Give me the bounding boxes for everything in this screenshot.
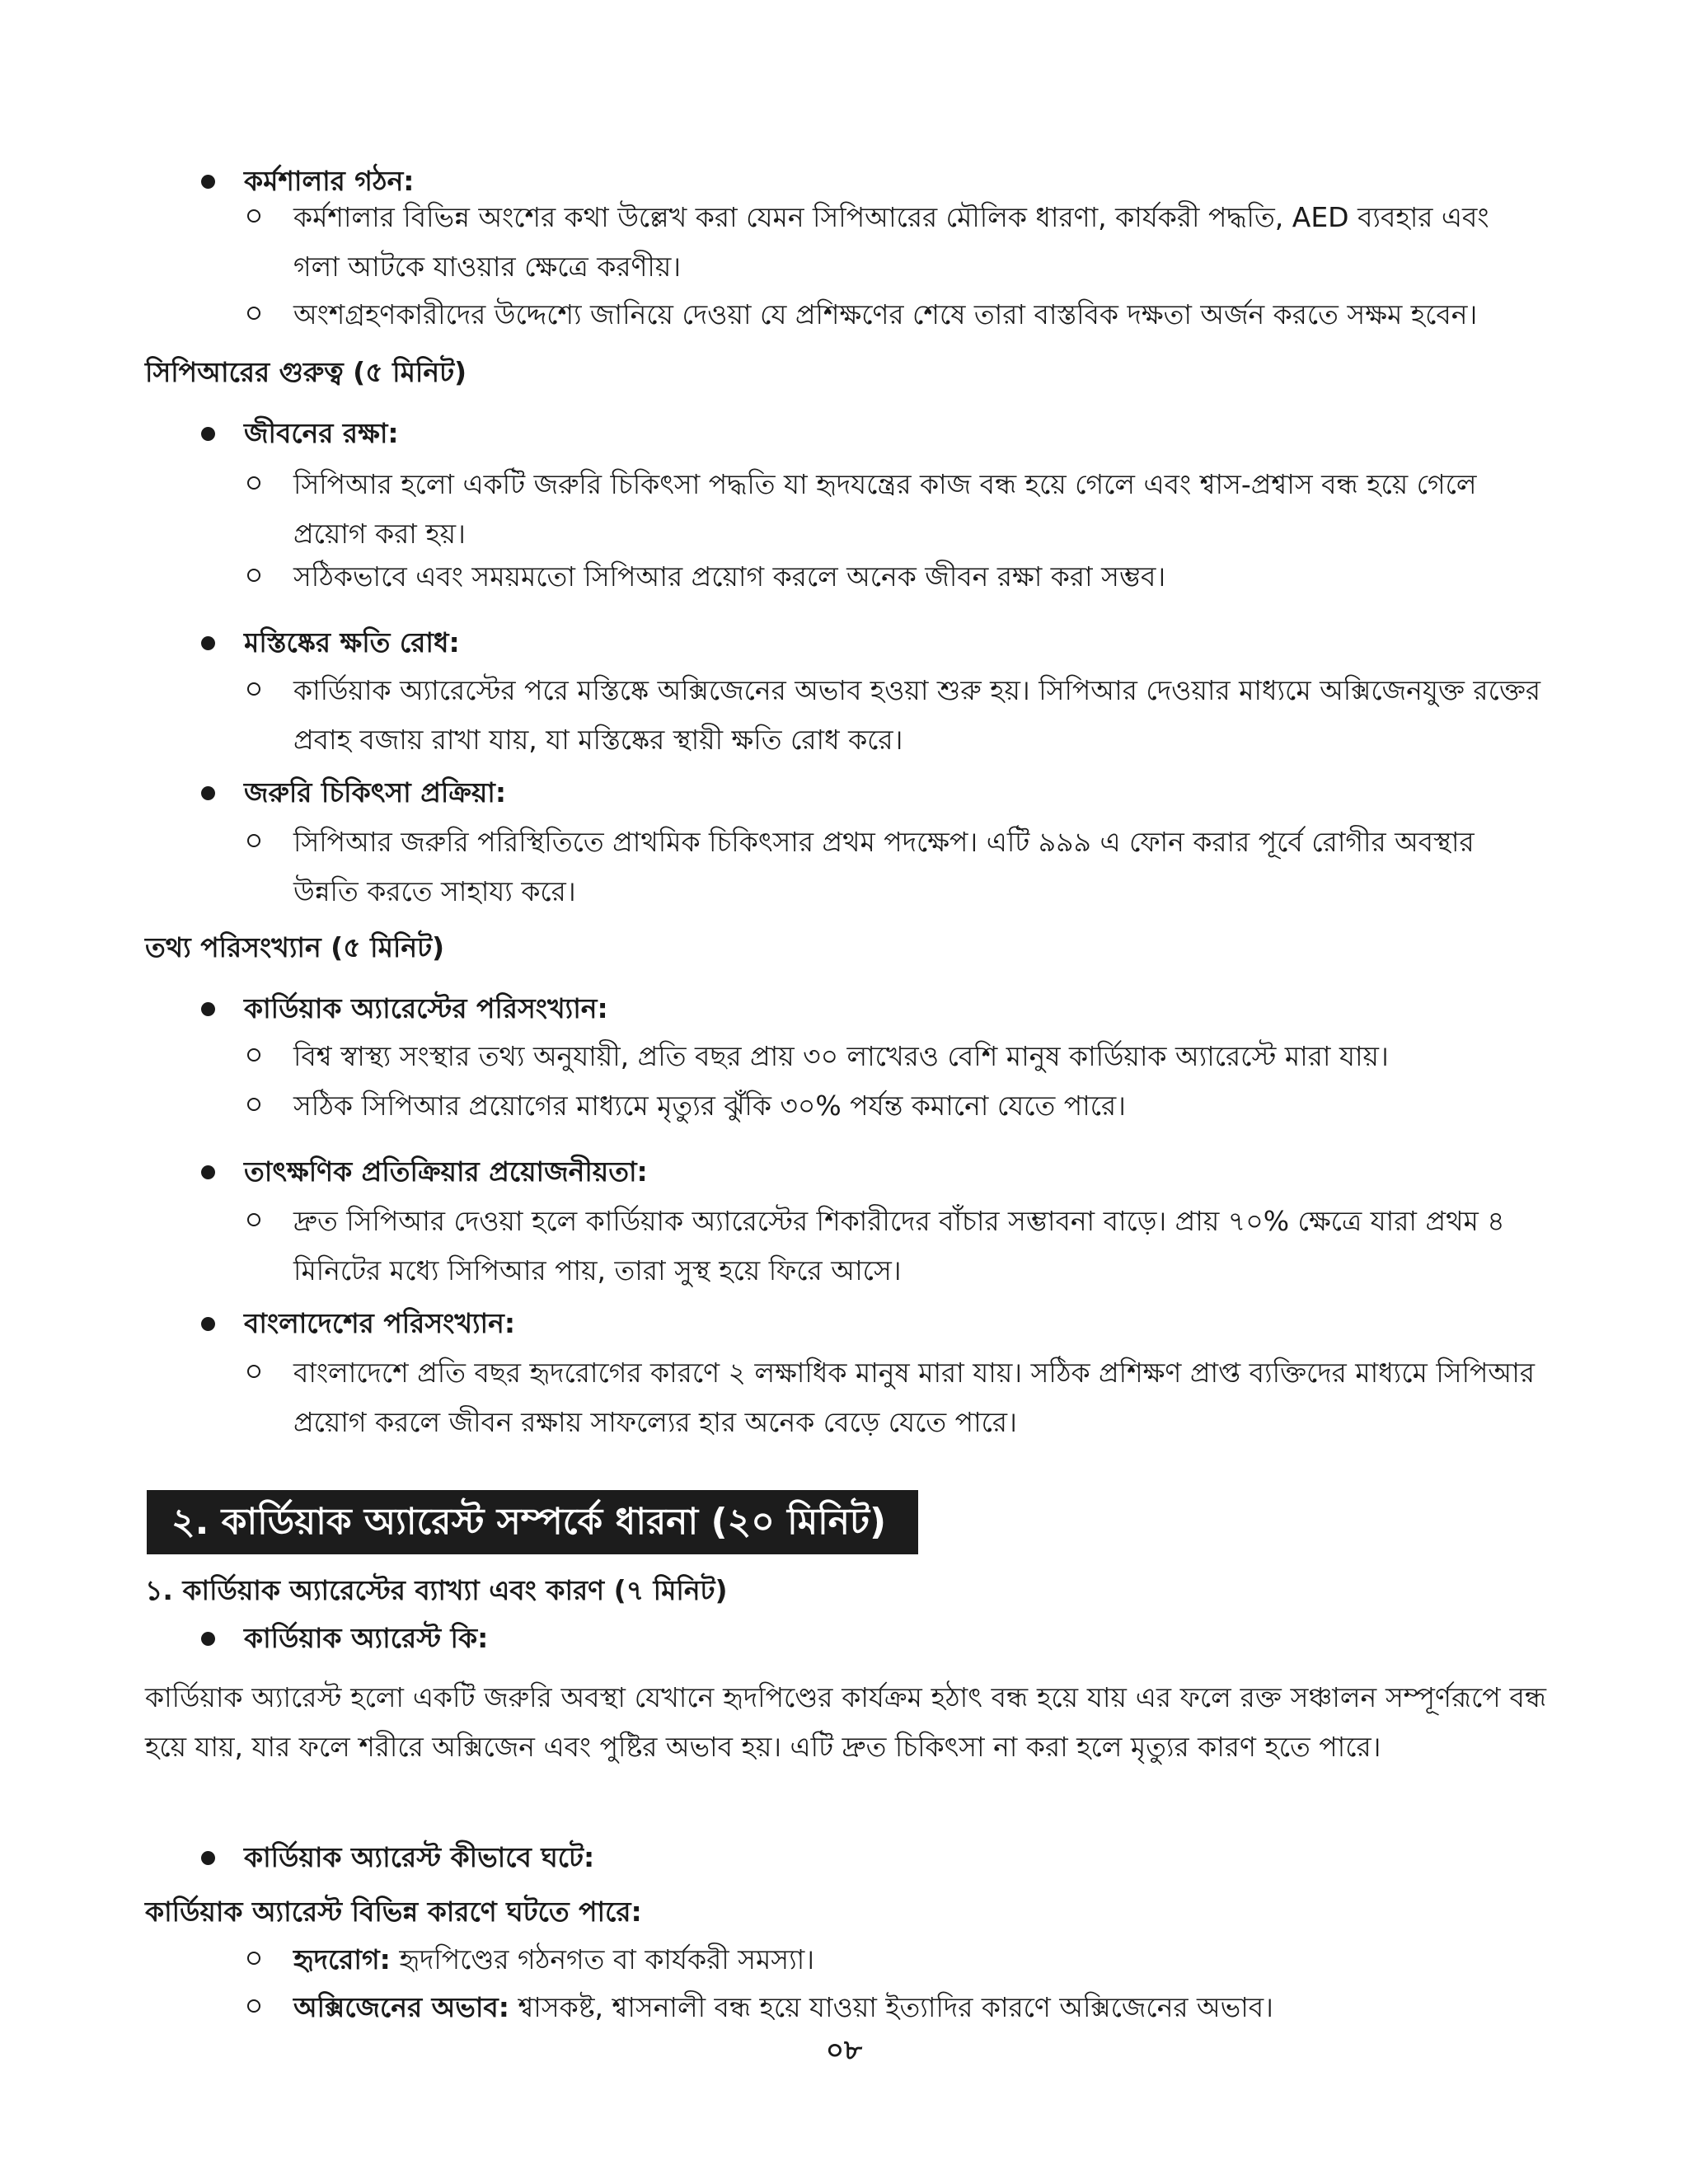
section-heading-statistics: তথ্য পরিসংখ্যান (৫ মিনিট) [145, 931, 445, 963]
bullet-dot-icon [201, 175, 215, 189]
list-item [247, 1032, 1541, 1081]
bullet-title: জরুরি চিকিৎসা প্রক্রিয়া: [244, 776, 507, 808]
list-item-text: বাংলাদেশে প্রতি বছর হৃদরোগের কারণে ২ লক্ষাধিক মানুষ মারা যায়। সঠিক প্রশিক্ষণ প্রাপ্ত ব্যক্তিদের মাধ্যমে সিপিআর প্রয়োগ করলে জীবন রক্ষায় সাফল্যের হার অনেক বেড়ে যেতে পারে। [293, 1357, 1536, 1438]
circle-bullet-icon [247, 1999, 260, 2013]
circle-bullet-icon [247, 569, 260, 582]
bullet-dot-icon [201, 1851, 215, 1865]
section-banner: ২. কার্ডিয়াক অ্যারেস্ট সম্পর্কে ধারনা (২০ মিনিট) [147, 1490, 918, 1554]
bullet-title: কার্ডিয়াক অ্যারেস্ট কীভাবে ঘটে: [244, 1841, 595, 1873]
circle-bullet-icon [247, 476, 260, 490]
bullet-title: কর্মশালার গঠন: [244, 165, 415, 197]
circle-bullet-icon [247, 209, 260, 223]
list-item-text: কার্ডিয়াক অ্যারেস্টের পরে মস্তিষ্কে অক্সিজেনের অভাব হওয়া শুরু হয়। সিপিআর দেওয়ার মাধ্যমে অক্সিজেনযুক্ত রক্তের প্রবাহ বজায় রাখা যায়, যা মস্তিষ্কের স্থায়ী ক্ষতি রোধ করে। [293, 674, 1541, 756]
list-item-text [293, 1983, 1541, 2032]
list-item [247, 1081, 1541, 1131]
list-item-text: সিপিআর হলো একটি জরুরি চিকিৎসা পদ্ধতি যা হৃদযন্ত্রের কাজ বন্ধ হয়ে গেলে এবং শ্বাস-প্রশ্বাস বন্ধ হয়ে গেলে প্রয়োগ করা হয়। [293, 468, 1477, 550]
circle-bullet-icon [247, 1213, 260, 1226]
list-item [247, 290, 1541, 340]
list-item [247, 1983, 1541, 2032]
list-item [247, 193, 1541, 292]
bullet-dot-icon [201, 1317, 215, 1331]
list-item-text: বিশ্ব স্বাস্থ্য সংস্থার তথ্য অনুযায়ী, প্রতি বছর প্রায় ৩০ লাখেরও বেশি মানুষ কার্ডিয়াক অ্যারেস্টে মারা যায়। [293, 1040, 1389, 1072]
page-number: ০৮ [825, 2034, 863, 2067]
bullet-title: জীবনের রক্ষা: [244, 417, 399, 449]
list-item-text: অংশগ্রহণকারীদের উদ্দেশ্যে জানিয়ে দেওয়া যে প্রশিক্ষণের শেষে তারা বাস্তবিক দক্ষতা অর্জন করতে সক্ষম হবেন। [293, 298, 1478, 330]
bullet-dot-icon [201, 786, 215, 800]
paragraph-definition: কার্ডিয়াক অ্যারেস্ট হলো একটি জরুরি অবস্থা যেখানে হৃদপিণ্ডের কার্যক্রম হঠাৎ বন্ধ হয়ে যায় এর ফলে রক্ত সঞ্চালন সম্পূর্ণরূপে বন্ধ হয়ে যায়, যার ফলে শরীরে অক্সিজেন এবং পুষ্টির অভাব হয়। এটি দ্রুত চিকিৎসা না করা হলে মৃত্যুর কারণ হতে পারে। [145, 1681, 1546, 1763]
circle-bullet-icon [247, 1048, 260, 1062]
cause-term: হৃদরোগ: [293, 1943, 391, 1975]
list-item-text: সিপিআর জরুরি পরিস্থিতিতে প্রাথমিক চিকিৎসার প্রথম পদক্ষেপ। এটি ৯৯৯ এ ফোন করার পূর্বে রোগীর অবস্থার উন্নতি করতে সাহায্য করে। [293, 826, 1475, 907]
circle-bullet-icon [247, 1098, 260, 1111]
list-item [247, 1348, 1541, 1447]
list-item [247, 818, 1541, 916]
list-item [247, 666, 1541, 765]
list-item-text: সঠিক সিপিআর প্রয়োগের মাধ্যমে মৃত্যুর ঝুঁকি ৩০% পর্যন্ত কমানো যেতে পারে। [293, 1090, 1126, 1122]
bullet-dot-icon [201, 427, 215, 441]
bullet-dot-icon [201, 1165, 215, 1179]
list-item-text: দ্রুত সিপিআর দেওয়া হলে কার্ডিয়াক অ্যারেস্টের শিকারীদের বাঁচার সম্ভাবনা বাড়ে। প্রায় ৭০% ক্ষেত্রে যারা প্রথম ৪ মিনিটের মধ্যে সিপিআর পায়, তারা সুস্থ হয়ে ফিরে আসে। [293, 1205, 1505, 1286]
circle-bullet-icon [247, 682, 260, 696]
list-item-text: কর্মশালার বিভিন্ন অংশের কথা উল্লেখ করা যেমন সিপিআরের মৌলিক ধারণা, কার্যকরী পদ্ধতি, AED ব্যবহার এবং গলা আটকে যাওয়ার ক্ষেত্রে করণীয়। [293, 201, 1489, 283]
list-item-text [293, 1935, 1541, 1985]
list-item [247, 1197, 1541, 1296]
bullet-title: কার্ডিয়াক অ্যারেস্টের পরিসংখ্যান: [244, 992, 608, 1024]
list-item [247, 1935, 1541, 1985]
bullet-title: মস্তিষ্কের ক্ষতি রোধ: [244, 626, 460, 658]
bullet-title: কার্ডিয়াক অ্যারেস্ট কি: [244, 1622, 489, 1654]
circle-bullet-icon [247, 307, 260, 320]
cause-text: শ্বাসকষ্ট, শ্বাসনালী বন্ধ হয়ে যাওয়া ইত্যাদির কারণে অক্সিজেনের অভাব। [509, 1991, 1273, 2023]
list-item [247, 552, 1541, 602]
circle-bullet-icon [247, 1952, 260, 1965]
bullet-dot-icon [201, 1002, 215, 1016]
list-item [247, 460, 1541, 559]
cause-text: হৃদপিণ্ডের গঠনগত বা কার্যকরী সমস্যা। [390, 1943, 815, 1975]
bullet-title: বাংলাদেশের পরিসংখ্যান: [244, 1307, 516, 1339]
list-item-text: সঠিকভাবে এবং সময়মতো সিপিআর প্রয়োগ করলে অনেক জীবন রক্ষা করা সম্ভব। [293, 560, 1166, 593]
circle-bullet-icon [247, 834, 260, 847]
circle-bullet-icon [247, 1365, 260, 1378]
bullet-dot-icon [201, 1632, 215, 1646]
causes-intro: কার্ডিয়াক অ্যারেস্ট বিভিন্ন কারণে ঘটতে পারে: [145, 1896, 642, 1928]
bullet-dot-icon [201, 636, 215, 650]
bullet-title: তাৎক্ষণিক প্রতিক্রিয়ার প্রয়োজনীয়তা: [244, 1155, 648, 1188]
cause-term: অক্সিজেনের অভাব: [293, 1991, 509, 2023]
section-heading-importance: সিপিআরের গুরুত্ব (৫ মিনিট) [145, 356, 467, 388]
subsection-heading: ১. কার্ডিয়াক অ্যারেস্টের ব্যাখ্যা এবং কারণ (৭ মিনিট) [145, 1574, 728, 1606]
